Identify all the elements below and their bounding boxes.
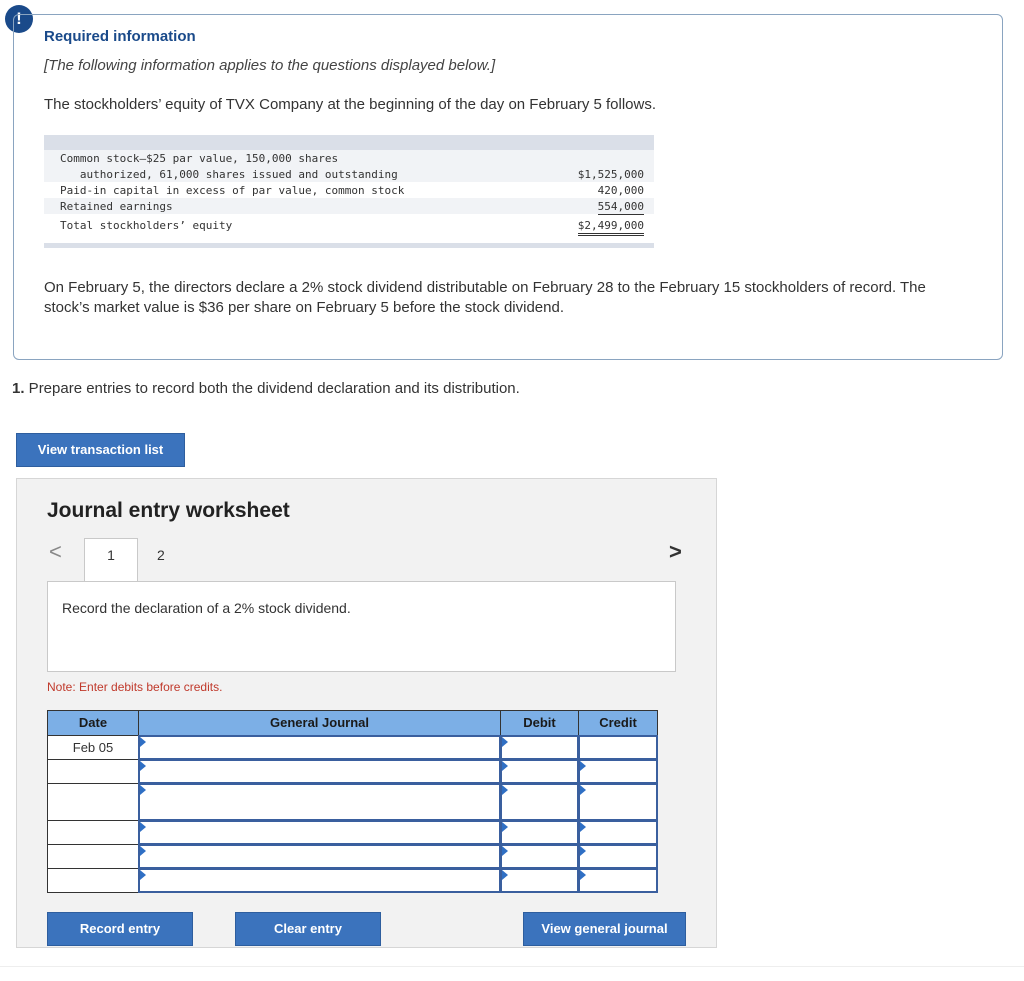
dropdown-marker-icon (502, 846, 508, 856)
equity-row (44, 150, 654, 166)
date-cell[interactable] (47, 735, 139, 760)
equity-amount: $1,525,000 (577, 168, 644, 181)
date-cell[interactable] (47, 844, 139, 869)
entry-description: Record the declaration of a 2% stock dividend. (62, 600, 351, 616)
credit-input[interactable] (578, 783, 658, 821)
dropdown-marker-icon (140, 822, 146, 832)
equity-label: Common stock—$25 par value, 150,000 shares (60, 152, 339, 165)
equity-label: Total stockholders’ equity (60, 219, 233, 232)
equity-amount: 554,000 (597, 200, 644, 213)
journal-entry-worksheet (16, 478, 717, 948)
view-general-journal-button[interactable]: View general journal (523, 912, 686, 946)
dropdown-marker-icon (580, 822, 586, 832)
table-footer-bar (44, 243, 654, 248)
required-information-title: Required information (44, 28, 196, 45)
equity-total-amount: $2,499,000 (578, 219, 644, 236)
equity-row (44, 198, 654, 214)
date-cell[interactable] (47, 783, 139, 821)
account-input[interactable] (138, 783, 501, 821)
credit-header: Credit (578, 710, 658, 736)
journal-table (47, 710, 658, 896)
divider (0, 966, 1024, 967)
equity-row (44, 182, 654, 198)
debit-input[interactable] (500, 783, 579, 821)
debit-input[interactable] (500, 820, 579, 845)
tab-1[interactable]: 1 (84, 538, 138, 583)
date-cell[interactable] (47, 868, 139, 893)
question-text: Prepare entries to record both the dividend declaration and its distribution. (24, 380, 520, 397)
dropdown-marker-icon (502, 785, 508, 795)
chevron-right-icon[interactable]: > (669, 539, 682, 564)
record-entry-button[interactable]: Record entry (47, 912, 193, 946)
debit-header: Debit (500, 710, 579, 736)
credit-input[interactable] (578, 735, 658, 760)
question-1 (12, 380, 520, 397)
account-input[interactable] (138, 844, 501, 869)
dropdown-marker-icon (502, 737, 508, 747)
equity-label: Retained earnings (60, 200, 173, 213)
dropdown-marker-icon (580, 846, 586, 856)
worksheet-title: Journal entry worksheet (47, 499, 290, 522)
entry-description-box (47, 581, 676, 672)
credit-input[interactable] (578, 820, 658, 845)
account-input[interactable] (138, 820, 501, 845)
equity-total-row (44, 214, 654, 236)
debit-input[interactable] (500, 735, 579, 760)
tab-2[interactable]: 2 (157, 547, 165, 563)
dropdown-marker-icon (140, 785, 146, 795)
dropdown-marker-icon (502, 870, 508, 880)
dropdown-marker-icon (140, 737, 146, 747)
equity-label: authorized, 61,000 shares issued and outstanding (60, 168, 398, 181)
date-header: Date (47, 710, 139, 736)
equity-amount: 420,000 (597, 184, 644, 197)
dropdown-marker-icon (140, 846, 146, 856)
equity-label: Paid-in capital in excess of par value, common stock (60, 184, 405, 197)
debits-note: Note: Enter debits before credits. (47, 680, 223, 694)
dropdown-marker-icon (140, 870, 146, 880)
account-input[interactable] (138, 759, 501, 784)
debit-input[interactable] (500, 759, 579, 784)
general-journal-header: General Journal (138, 710, 501, 736)
debit-input[interactable] (500, 868, 579, 893)
clear-entry-button[interactable]: Clear entry (235, 912, 381, 946)
equity-intro-text: The stockholders’ equity of TVX Company at the beginning of the day on February 5 follows. (44, 96, 657, 113)
dropdown-marker-icon (502, 761, 508, 771)
alert-exclamation-icon: ! (5, 5, 33, 33)
dropdown-marker-icon (580, 761, 586, 771)
stockholders-equity-table (44, 135, 654, 248)
date-value: Feb 05 (72, 740, 114, 755)
required-information-subtitle: [The following information applies to the questions displayed below.] (44, 57, 496, 74)
credit-input[interactable] (578, 868, 658, 893)
dropdown-marker-icon (502, 822, 508, 832)
debit-input[interactable] (500, 844, 579, 869)
table-header-bar (44, 135, 654, 150)
dropdown-marker-icon (580, 785, 586, 795)
dropdown-marker-icon (140, 761, 146, 771)
dividend-description: On February 5, the directors declare a 2% stock dividend distributable on February 28 to the February 15 stockholders of record. The stock’s market value is $36 per share on February 5 before the stock dividend. (44, 279, 926, 316)
account-input[interactable] (138, 868, 501, 893)
date-cell[interactable] (47, 820, 139, 845)
question-number: 1. (12, 380, 25, 397)
chevron-left-icon[interactable]: < (49, 539, 62, 564)
date-cell[interactable] (47, 759, 139, 784)
dropdown-marker-icon (580, 870, 586, 880)
view-transaction-list-button[interactable]: View transaction list (16, 433, 185, 467)
credit-input[interactable] (578, 844, 658, 869)
equity-row (44, 166, 654, 182)
account-input[interactable] (138, 735, 501, 760)
credit-input[interactable] (578, 759, 658, 784)
